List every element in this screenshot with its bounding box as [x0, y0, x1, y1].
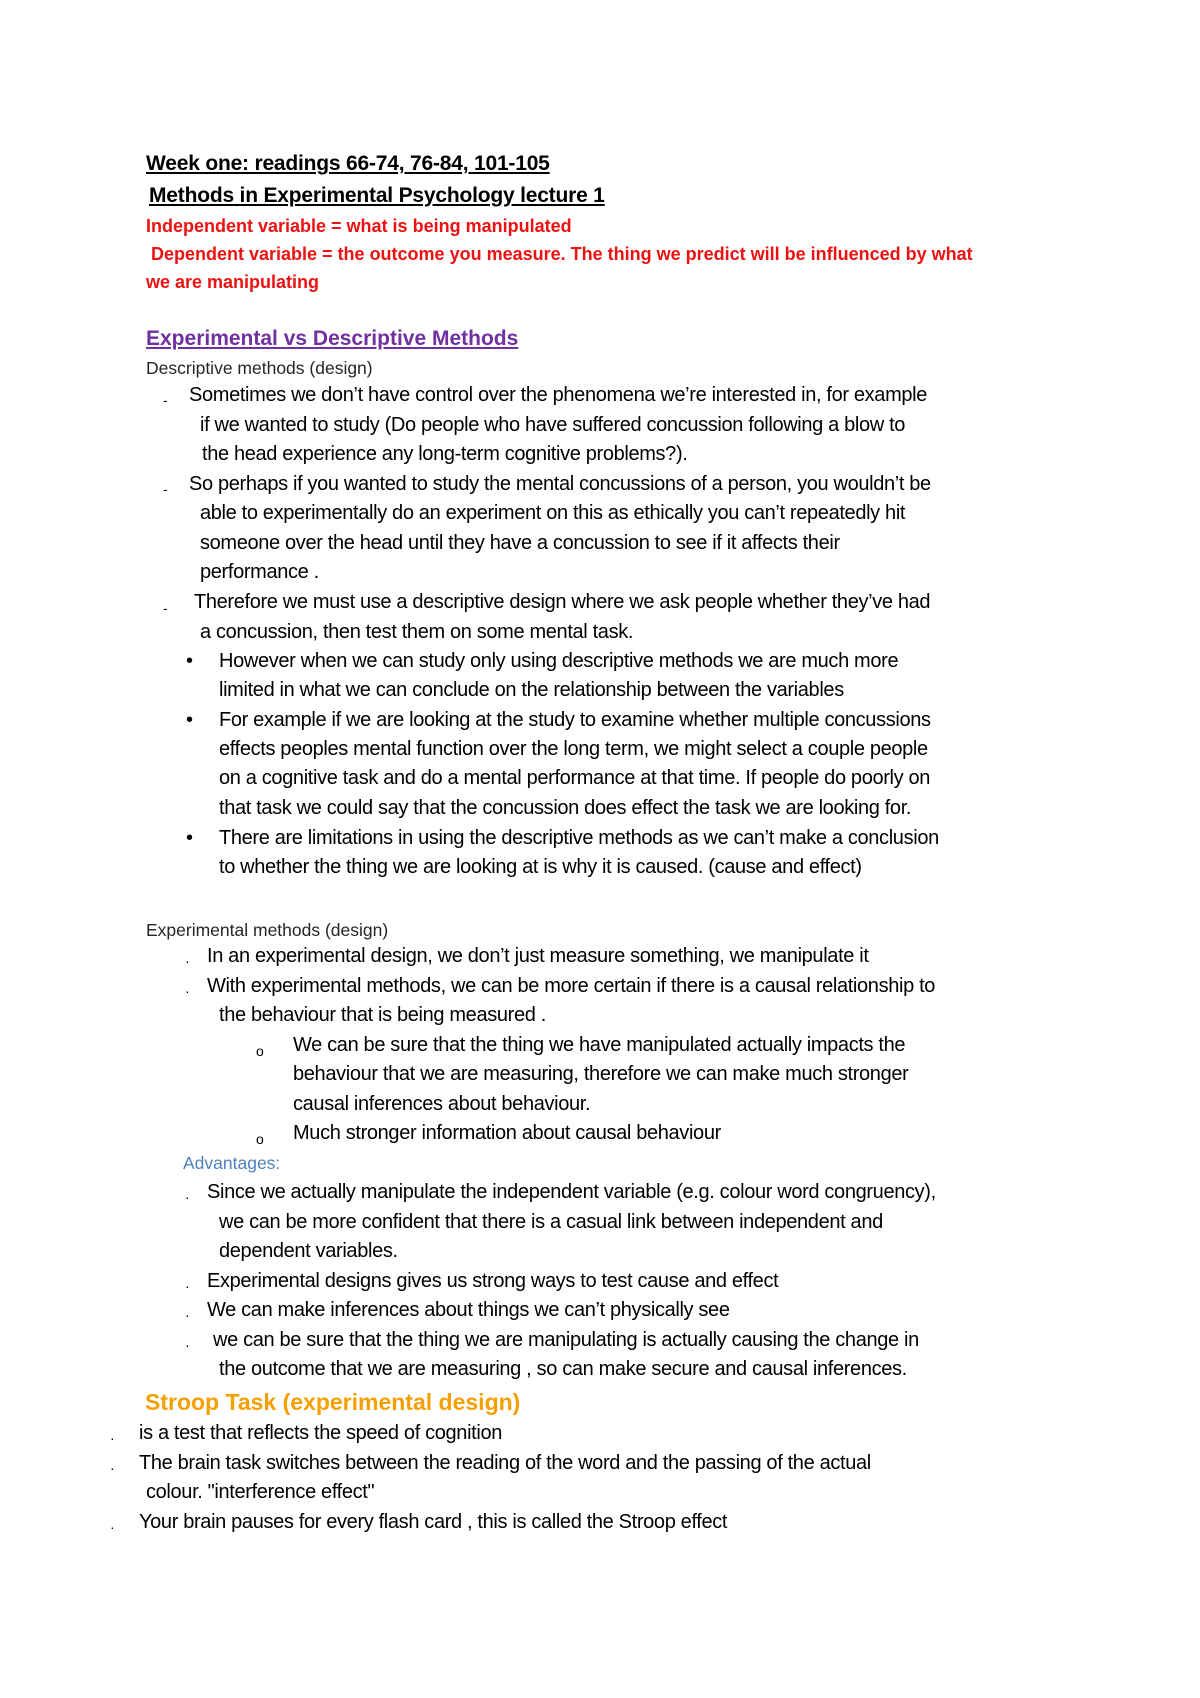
stroop-item-1: is a test that reflects the speed of cognition	[139, 1422, 503, 1444]
descriptive-item-2-line-2: able to experimentally do an experiment on this as ethically you can’t repeatedly hit	[200, 502, 906, 524]
week-title: Week one: readings 66-74, 76-84, 101-105	[146, 152, 550, 175]
descriptive-bullet-2-line-3: on a cognitive task and do a mental performance at that time. If people do poorly on	[219, 767, 931, 789]
dash-bullet: -	[163, 600, 168, 616]
experimental-sub-item-1-line-2: behaviour that we are measuring, therefore we can make much stronger	[293, 1063, 909, 1085]
descriptive-bullet-3-line-2: to whether the thing we are looking at is why it is caused. (cause and effect)	[219, 856, 862, 878]
dot-bullet: ·	[110, 1519, 115, 1535]
descriptive-item-2-line-1: So perhaps if you wanted to study the mental concussions of a person, you wouldn’t be	[189, 473, 931, 495]
dot-bullet: ·	[110, 1460, 115, 1476]
experimental-sub-item-1-line-3: causal inferences about behaviour.	[293, 1093, 591, 1115]
dash-bullet: -	[163, 392, 168, 408]
experimental-item-2-line-2: the behaviour that is being measured .	[219, 1004, 546, 1026]
descriptive-bullet-2-line-4: that task we could say that the concussion does effect the task we are looking for.	[219, 797, 912, 819]
lecture-title: Methods in Experimental Psychology lecture 1	[149, 184, 605, 207]
circle-sub-bullet: o	[256, 1131, 264, 1147]
round-bullet: •	[186, 650, 194, 672]
independent-variable-definition: Independent variable = what is being manipulated	[146, 216, 572, 236]
advantage-1-line-1: Since we actually manipulate the independent variable (e.g. colour word congruency),	[207, 1181, 936, 1203]
advantage-2: Experimental designs gives us strong ways to test cause and effect	[207, 1270, 779, 1292]
experimental-sub-item-2: Much stronger information about causal behaviour	[293, 1122, 721, 1144]
dot-bullet: ·	[185, 1337, 190, 1353]
dependent-variable-definition-line-1: Dependent variable = the outcome you measure. The thing we predict will be influenced by what	[151, 244, 973, 264]
experimental-methods-label: Experimental methods (design)	[146, 920, 389, 940]
descriptive-item-1-line-3: the head experience any long-term cognitive problems?).	[202, 443, 688, 465]
descriptive-item-2-line-3: someone over the head until they have a concussion to see if it affects their	[200, 532, 840, 554]
stroop-item-3: Your brain pauses for every flash card , this is called the Stroop effect	[139, 1511, 728, 1533]
experimental-sub-item-1-line-1: We can be sure that the thing we have manipulated actually impacts the	[293, 1034, 906, 1056]
stroop-item-2-line-2: colour. "interference effect"	[146, 1481, 375, 1503]
advantage-1-line-2: we can be more confident that there is a casual link between independent and	[219, 1211, 883, 1233]
descriptive-item-3-line-1: Therefore we must use a descriptive design where we ask people whether they’ve had	[194, 591, 931, 613]
dot-bullet: ·	[185, 1278, 190, 1294]
descriptive-bullet-1-line-2: limited in what we can conclude on the relationship between the variables	[219, 679, 844, 701]
advantages-label: Advantages:	[183, 1153, 281, 1173]
section-heading-stroop-task: Stroop Task (experimental design)	[145, 1389, 521, 1415]
dependent-variable-definition-line-2: we are manipulating	[146, 272, 320, 292]
descriptive-bullet-2-line-2: effects peoples mental function over the long term, we might select a couple people	[219, 738, 928, 760]
descriptive-bullet-1-line-1: However when we can study only using descriptive methods we are much more	[219, 650, 899, 672]
dot-bullet: ·	[185, 953, 190, 969]
descriptive-item-1-line-2: if we wanted to study (Do people who have suffered concussion following a blow to	[200, 414, 906, 436]
round-bullet: •	[186, 827, 194, 849]
advantage-4-line-1: we can be sure that the thing we are manipulating is actually causing the change in	[213, 1329, 919, 1351]
dash-bullet: -	[163, 481, 168, 497]
round-bullet: •	[186, 709, 194, 731]
circle-sub-bullet: o	[256, 1043, 264, 1059]
advantage-3: We can make inferences about things we can’t physically see	[207, 1299, 730, 1321]
stroop-item-2-line-1: The brain task switches between the reading of the word and the passing of the actual	[139, 1452, 871, 1474]
descriptive-item-2-line-4: performance .	[200, 561, 319, 583]
experimental-item-2-line-1: With experimental methods, we can be more certain if there is a causal relationship to	[207, 975, 936, 997]
descriptive-item-1-line-1: Sometimes we don’t have control over the phenomena we’re interested in, for example	[189, 384, 928, 406]
dot-bullet: ·	[185, 983, 190, 999]
advantage-4-line-2: the outcome that we are measuring , so can make secure and causal inferences.	[219, 1358, 907, 1380]
descriptive-bullet-3-line-1: There are limitations in using the descriptive methods as we can’t make a conclusion	[219, 827, 939, 849]
dot-bullet: ·	[110, 1430, 115, 1446]
descriptive-bullet-2-line-1: For example if we are looking at the study to examine whether multiple concussions	[219, 709, 931, 731]
dot-bullet: ·	[185, 1189, 190, 1205]
descriptive-item-3-line-2: a concussion, then test them on some mental task.	[200, 621, 634, 643]
dot-bullet: ·	[185, 1307, 190, 1323]
section-heading-experimental-vs-descriptive: Experimental vs Descriptive Methods	[146, 327, 519, 350]
experimental-item-1: In an experimental design, we don’t just measure something, we manipulate it	[207, 945, 869, 967]
advantage-1-line-3: dependent variables.	[219, 1240, 398, 1262]
descriptive-methods-label: Descriptive methods (design)	[146, 358, 373, 378]
